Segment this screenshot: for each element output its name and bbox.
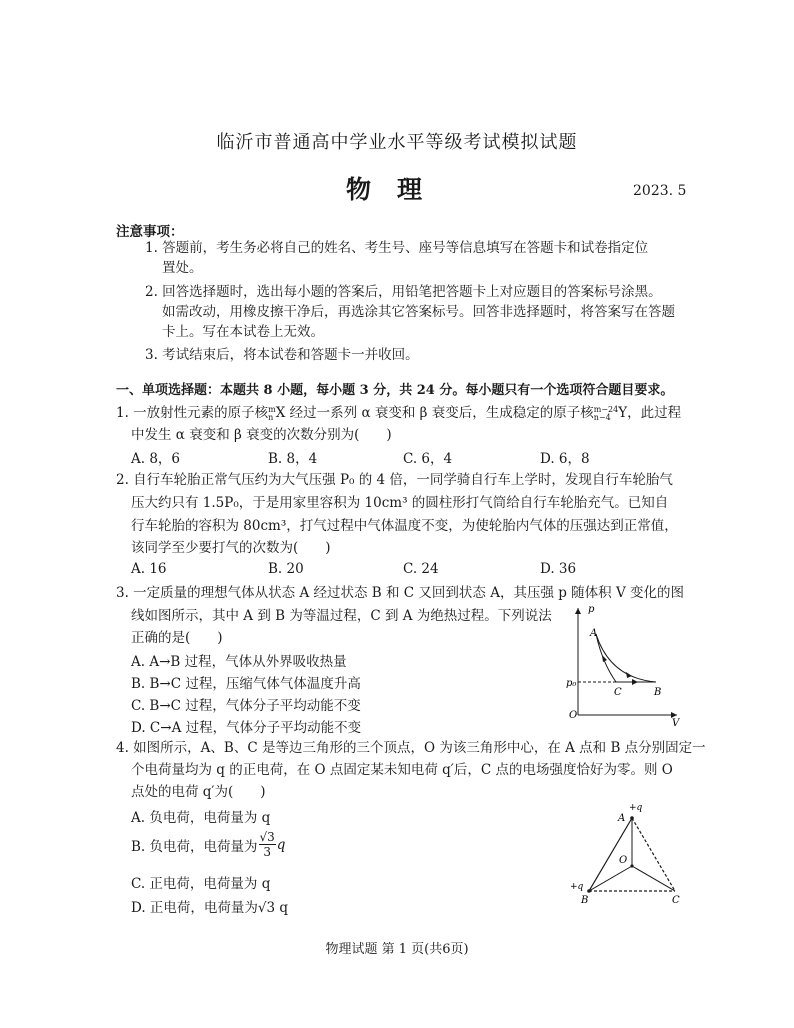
question-3-line-1: 3. 一定质量的理想气体从状态 A 经过状态 B 和 C 又回到状态 A，其压强 p 随体积 V 变化的图	[116, 585, 685, 601]
notice-line: 卡上。写在本试卷上无效。	[162, 324, 324, 340]
q1-text-b: X 经过一系列 α 衰变和 β 衰变后，生成稳定的原子核	[275, 405, 594, 421]
q4-option-b-unit: q	[276, 836, 286, 853]
q2-option-c: C. 24	[403, 561, 439, 577]
section-title: 一、单项选择题：本题共 8 小题，每小题 3 分，共 24 分。每小题只有一个选项符合题目要求。	[116, 383, 674, 398]
q4-option-b-text: B. 负电荷，电荷量为	[131, 838, 258, 855]
notice-line: 如需改动，用橡皮擦干净后，再选涂其它答案标号。回答非选择题时，将答案写在答题	[162, 304, 675, 320]
q3-option-d: D. C→A 过程，气体分子平均动能不变	[131, 720, 362, 736]
fraction-denominator: 3	[263, 845, 271, 859]
q1-text-a: 1. 一放射性元素的原子核	[116, 405, 269, 421]
notice-line: 置处。	[162, 260, 203, 276]
label-b: B	[581, 895, 589, 906]
question-4-line-1: 4. 如图所示，A、B、C 是等边三角形的三个顶点，O 为该三角形中心，在 A 点和 B 点分别固定一	[116, 740, 706, 756]
question-2-line-4: 该同学至少要打气的次数为( )	[131, 540, 331, 556]
q1-option-a: A. 8，6	[131, 451, 181, 467]
charge-b: +q	[570, 882, 584, 892]
q1-text-c: Y，此过程	[618, 405, 682, 421]
point-c-label: C	[614, 687, 622, 698]
point-b-dot	[587, 889, 591, 893]
question-2-line-1: 2. 自行车轮胎正常气压约为大气压强 P₀ 的 4 倍，一同学骑自行车上学时，发现自行车轮胎气	[116, 472, 673, 488]
question-2-line-2: 压大约只有 1.5P₀，于是用家里容积为 10cm³ 的圆柱形打气筒给自行车轮胎充气。已知自	[131, 495, 669, 511]
point-a-label: A	[590, 628, 598, 639]
notice-line: 1. 答题前，考生务必将自己的姓名、考生号、座号等信息填写在答题卡和试卷指定位	[145, 240, 649, 256]
segment-bo	[589, 866, 632, 891]
triangle-figure	[560, 800, 690, 910]
segment-co	[632, 866, 675, 891]
notice-line: 3. 考试结束后，将本试卷和答题卡一并收回。	[145, 347, 419, 363]
q3-option-b: B. B→C 过程，压缩气体气体温度升高	[131, 676, 361, 692]
question-1-line-2: 中发生 α 衰变和 β 衰变的次数分别为( )	[131, 427, 392, 443]
p-axis-label: p	[588, 604, 595, 615]
q2-option-b: B. 20	[268, 561, 304, 577]
exam-title: 临沂市普通高中学业水平等级考试模拟试题	[216, 132, 578, 153]
q1-option-b: B. 8，4	[268, 451, 318, 467]
q3-option-c: C. B→C 过程，气体分子平均动能不变	[131, 698, 361, 714]
notice-line: 2. 回答选择题时，选出每小题的答案后，用铅笔把答题卡上对应题目的答案标号涂黑。	[145, 284, 662, 300]
point-a-dot	[630, 816, 634, 820]
pv-diagram	[560, 600, 685, 730]
exam-date: 2023. 5	[633, 183, 687, 199]
q4-option-d: D. 正电荷，电荷量为√3 q	[131, 900, 289, 916]
q1-atomic-number: n	[268, 412, 274, 422]
label-a: A	[618, 813, 626, 824]
question-1-line-1	[116, 403, 681, 423]
fraction	[259, 830, 276, 859]
q1-option-d: D. 6，8	[540, 451, 590, 467]
bc-arrow-icon	[632, 679, 638, 685]
p0-label: p₀	[566, 678, 577, 689]
q4-option-c: C. 正电荷，电荷量为 q	[131, 876, 271, 892]
label-c: C	[672, 895, 680, 906]
side-ac	[632, 818, 675, 891]
notice-heading: 注意事项：	[116, 224, 184, 240]
question-3-line-3: 正确的是( )	[131, 630, 223, 646]
point-o-dot	[630, 864, 633, 867]
charge-a: +q	[629, 803, 643, 813]
q4-option-a: A. 负电荷，电荷量为 q	[131, 810, 271, 826]
q1-option-c: C. 6，4	[403, 451, 453, 467]
page-footer: 物理试题 第 1 页(共6页)	[325, 942, 469, 957]
q4-option-b	[131, 830, 285, 859]
nuclide-y-indices	[594, 406, 618, 422]
point-b-label: B	[654, 687, 662, 698]
nuclide-x-indices	[268, 406, 276, 422]
subject-title: 物理	[345, 175, 448, 204]
origin-label: O	[569, 710, 578, 721]
ab-arrow-icon	[626, 672, 632, 678]
v-axis-label: V	[672, 718, 680, 729]
question-2-line-3: 行车轮胎的容积为 80cm³，打气过程中气体温度不变，为使轮胎内气体的压强达到正常值，	[131, 518, 678, 534]
q1-mass-number-2: m−24	[593, 404, 619, 414]
q1-mass-number: m	[268, 404, 276, 414]
q1-atomic-number-2: n−4	[593, 412, 611, 422]
question-4-line-3: 点处的电荷 q′为( )	[131, 784, 266, 800]
q2-option-d: D. 36	[540, 561, 577, 577]
label-o: O	[619, 855, 628, 866]
q3-option-a: A. A→B 过程，气体从外界吸收热量	[131, 654, 347, 670]
question-4-line-2: 个电荷量均为 q 的正电荷，在 O 点固定某未知电荷 q′后，C 点的电场强度恰好为零。则 O	[131, 762, 673, 778]
question-3-line-2: 线如图所示，其中 A 到 B 为等温过程，C 到 A 为绝热过程。下列说法	[131, 608, 552, 624]
q2-option-a: A. 16	[131, 561, 167, 577]
fraction-numerator: √3	[259, 830, 275, 844]
